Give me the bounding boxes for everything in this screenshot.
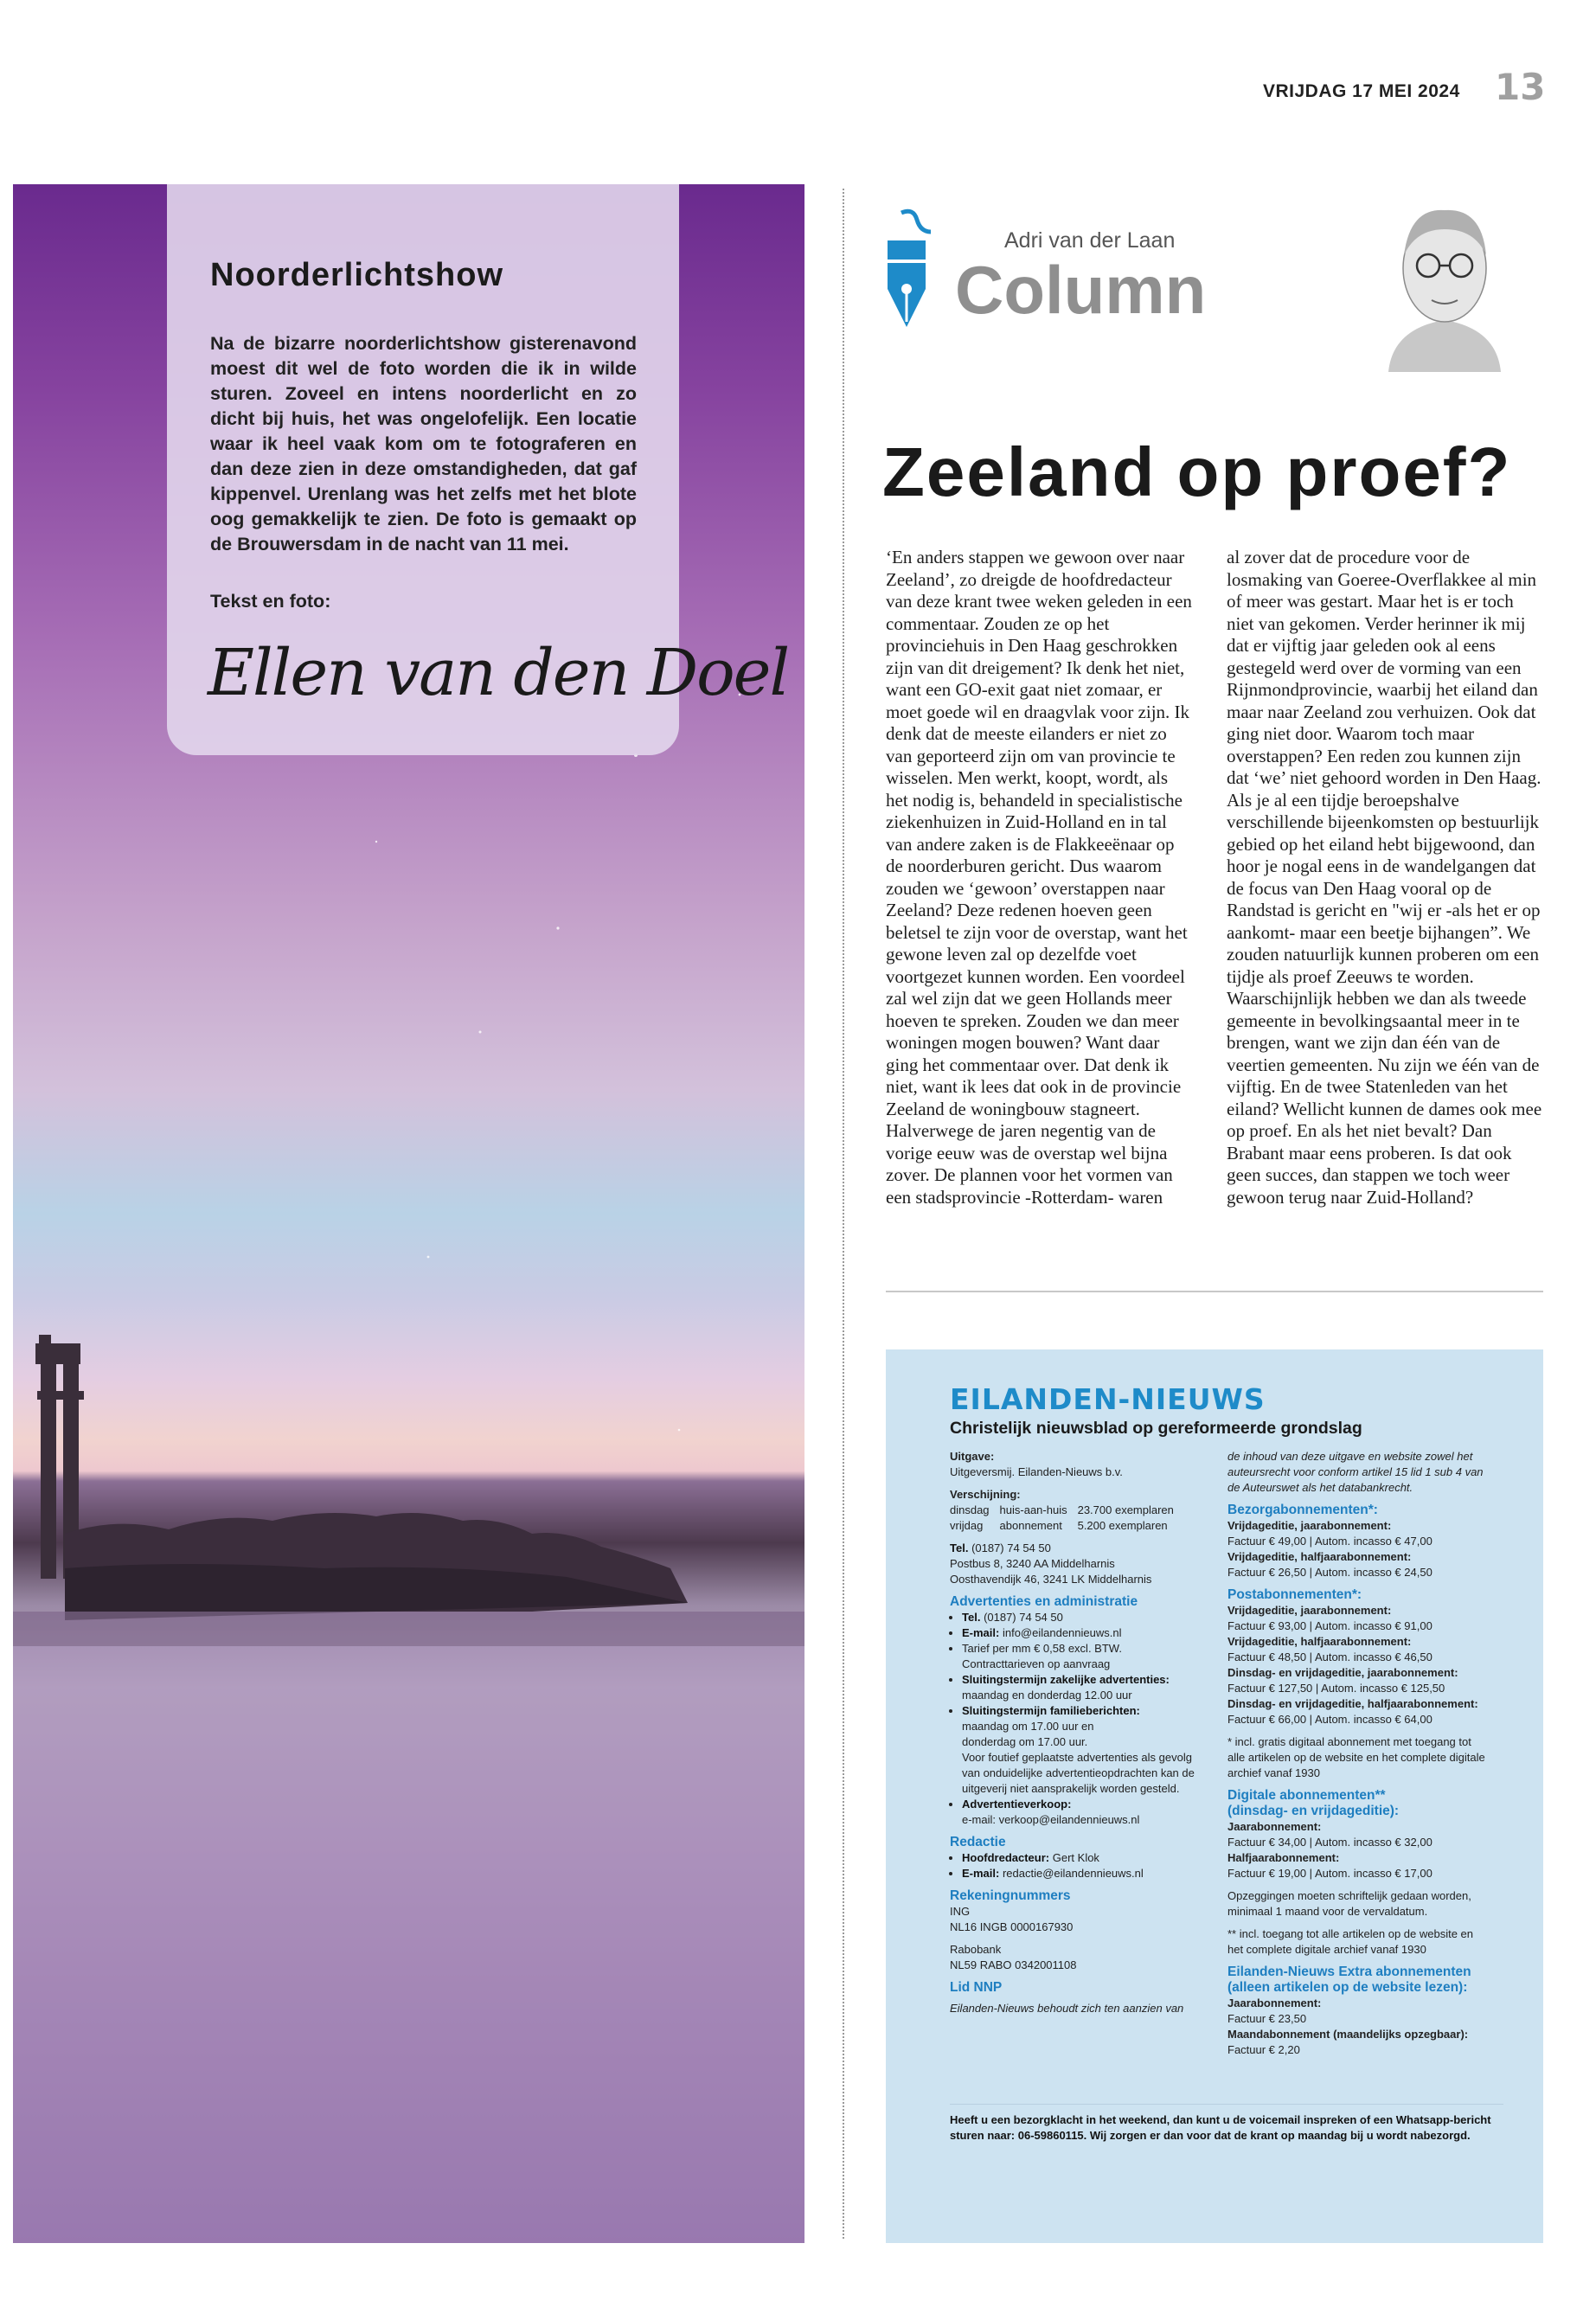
ing: ING	[950, 1905, 971, 1918]
foutief: Voor foutief geplaatste advertenties als gevolg van onduidelijke advertentieopdrachten kan de uitgeverij niet aansprakelijk worden gesteld.	[962, 1751, 1195, 1795]
post-dvh: Factuur € 66,00 | Autom. incasso € 64,00	[1227, 1713, 1433, 1726]
uitgave-label: Uitgave:	[950, 1450, 995, 1463]
author-portrait	[1371, 186, 1518, 372]
bezorg-vh: Factuur € 26,50 | Autom. incasso € 24,50	[1227, 1566, 1433, 1579]
article-body-col2: al zover dat de procedure voor de losmaking van Goeree-Overflakkee al min of meer was gestart. Maar het is er toch niet van gekomen. Verder herinner ik mij dat er vijftig jaar geleden ook al eens gestegeld werd over de vorming van een Rijnmondprovincie, waarbij het eiland dan maar naar Zeeland zou verhuizen. Ook dat ging niet door. Waarom toch maar overstappen? Een reden zou kunnen zijn dat ‘we’ niet gehoord worden in Den Haag. Als je al een tijdje beroepshalve verschillende bijeenkomsten op bestuurlijk gebied op het eiland hebt bijgewoond, dan hoor je nogal eens in de wandelgangen dat de focus van Den Haag vooral op de Randstad is gericht en "wij er -als het er op aankomt- maar een beetje bijhangen”. We zouden natuurlijk kunnen proberen om een tijdje als proef Zeeuws te worden. Waarschijnlijk hebben we dan als tweede gemeente in bevolkingsaantal meer in te brengen, want we zijn dan één van de veertien gemeenten. Nu zijn we één van de vijftig. En de twee Statenleden van het eiland? Wellicht kunnen de dames ook mee op proef. En als het niet bevalt? Dan Brabant maar eens proberen. Is dat ook geen succes, dan stappen we toch weer gewoon terug naar Zuid-Holland?	[1227, 547, 1542, 1208]
dv-half: Dinsdag- en vrijdageditie, halfjaarabonnement:	[1227, 1697, 1478, 1710]
bezorg-heading: Bezorgabonnementen*:	[1227, 1503, 1378, 1517]
photographer-signature: Ellen van den Doel	[208, 636, 789, 710]
rabo-nr: NL59 RABO 0342001108	[950, 1958, 1077, 1971]
opzeg: Opzeggingen moeten schriftelijk gedaan worden, minimaal 1 maand voor de vervaldatum.	[1227, 1889, 1471, 1918]
colophon-left	[950, 1449, 1201, 2016]
newspaper-subtitle: Christelijk nieuwsblad op gereformeerde grondslag	[950, 1419, 1362, 1438]
post-dvj: Factuur € 127,50 | Autom. incasso € 125,50	[1227, 1682, 1445, 1695]
dig-heading: Digitale abonnementen**	[1227, 1788, 1386, 1803]
sluit-zak: maandag en donderdag 12.00 uur	[962, 1689, 1132, 1702]
dig-jaar: Jaarabonnement:	[1227, 1820, 1322, 1833]
rek-heading: Rekeningnummers	[950, 1888, 1071, 1903]
dig-half: Halfjaarabonnement:	[1227, 1851, 1340, 1864]
verschijning-table	[950, 1503, 1184, 1534]
vrij-jaar: Vrijdageditie, jaarabonnement:	[1227, 1519, 1392, 1532]
caption-title: Noorderlichtshow	[210, 257, 504, 293]
ver-day: dinsdag	[950, 1503, 990, 1516]
dig-h: Factuur € 19,00 | Autom. incasso € 17,00	[1227, 1867, 1433, 1880]
hoofdred: Gert Klok	[1052, 1851, 1099, 1864]
verschijning-label: Verschijning:	[950, 1488, 1021, 1501]
article-body-col1: ‘En anders stappen we gewoon over naar Zeeland’, zo dreigde de hoofdredacteur van deze krant twee weken geleden in een commentaar. Zouden ze op het provinciehuis in Den Haag geschrokken zijn van dit dreigement? Ik denk het niet, want een GO-exit gaat niet zomaar, er moet goede wil en draagvlak voor zijn. Ik denk dat de meeste eilanders er niet zo van geporteerd zijn om van provincie te wisselen. Men werkt, koopt, wordt, als het nodig is, behandeld in specialistische ziekenhuizen in Zuid-Holland en in tal van andere zaken is de Flakkeeënaar op de noorderburen gericht. Dus waarom zouden we ‘gewoon’ overstappen naar Zeeland? Deze redenen hoeven geen beletsel te zijn voor de overstap, want het gewone leven zal op dezelfde voet voortgezet kunnen worden. Een voordeel zal wel zijn dat we geen Hollands meer hoeven te spreken. Zouden we dan meer woningen mogen bouwen? Want daar ging het commentaar over. Dat denk ik niet, want ik lees dat ook in de provincie Zeeland de woningbouw stagneert. Halverwege de jaren negentig van de vorige eeuw was de overstap wel bijna zover. De plannen voor het vormen van een stadsprovincie -Rotterdam- waren	[886, 547, 1192, 1208]
page-number: 13	[1495, 66, 1546, 108]
note1: * incl. gratis digitaal abonnement met toegang tot alle artikelen op de website en het complete digitale archief vanaf 1930	[1227, 1735, 1485, 1779]
newspaper-logo: EILANDEN-NIEUWS	[950, 1382, 1266, 1416]
ver-type: abonnement	[999, 1519, 1062, 1532]
column-author: Adri van der Laan	[1004, 228, 1176, 253]
stars-decoration	[267, 694, 741, 1535]
ver-count: 5.200 exemplaren	[1077, 1519, 1168, 1532]
article-headline: Zeeland op proef?	[882, 433, 1512, 510]
ing-nr: NL16 INGB 0000167930	[950, 1920, 1074, 1933]
dig-j: Factuur € 34,00 | Autom. incasso € 32,00	[1227, 1836, 1433, 1849]
extra-m: Factuur € 2,20	[1227, 2043, 1300, 2056]
red-email-label: E-mail:	[962, 1867, 1000, 1880]
post-vrij-half: Vrijdageditie, halfjaarabonnement:	[1227, 1635, 1412, 1648]
water-surface	[13, 1612, 804, 2243]
verkoop-email[interactable]: e-mail: verkoop@eilandennieuws.nl	[962, 1813, 1140, 1826]
colophon-right	[1227, 1449, 1487, 2058]
postbus: Postbus 8, 3240 AA Middelharnis	[950, 1557, 1115, 1570]
colophon-footer: Heeft u een bezorgklacht in het weekend, dan kunt u de voicemail inspreken of een Whatsapp-bericht sturen naar: 06-59860115. Wij zorgen er dan voor dat de krant op maandag bij u wordt nabezorgd.	[950, 2113, 1491, 2142]
redactie-heading: Redactie	[950, 1835, 1006, 1849]
sluit-fam-label: Sluitingstermijn familieberichten:	[962, 1704, 1140, 1717]
sluit-fam1: maandag om 17.00 uur en	[962, 1720, 1094, 1733]
caption-text: Na de bizarre noorderlichtshow gisterenavond moest dit wel de foto worden die ik in wilde sturen. Zoveel en intens noorderlicht en zo dicht bij huis, het was ongelofelijk. Een locatie waar ik heel vaak kom om te fotograferen en dan deze zien in deze omstandigheden, dat gaf kippenvel. Urenlang was het zelfs met het blote oog gemakkelijk te zien. De foto is gemaakt op de Brouwersdam in de nacht van 11 mei.	[210, 333, 637, 554]
hoofdred-label: Hoofdredacteur:	[962, 1851, 1050, 1864]
tel-number: (0187) 74 54 50	[971, 1541, 1051, 1554]
adv-tel-label: Tel.	[962, 1611, 981, 1624]
section-rule	[886, 1291, 1543, 1292]
sluit-fam2: donderdag om 17.00 uur.	[962, 1735, 1088, 1748]
sluit-zak-label: Sluitingstermijn zakelijke advertenties:	[962, 1673, 1170, 1686]
colophon-separator	[950, 2104, 1503, 2105]
extra-heading2: (alleen artikelen op de website lezen):	[1227, 1980, 1468, 1995]
extra-jaar: Jaarabonnement:	[1227, 1997, 1322, 2009]
ver-count: 23.700 exemplaren	[1077, 1503, 1174, 1516]
adv-heading: Advertenties en administratie	[950, 1594, 1138, 1609]
adv-email-label: E-mail:	[962, 1626, 1000, 1639]
verkoop-label: Advertentieverkoop:	[962, 1798, 1072, 1811]
nnp: Lid NNP	[950, 1980, 1003, 1995]
red-email-link[interactable]: redactie@eilandennieuws.nl	[1002, 1867, 1144, 1880]
caption-credit: Tekst en foto:	[210, 591, 331, 612]
dig-heading2: (dinsdag- en vrijdageditie):	[1227, 1804, 1400, 1818]
dv-jaar: Dinsdag- en vrijdageditie, jaarabonnement:	[1227, 1666, 1458, 1679]
adv-email-link[interactable]: info@eilandennieuws.nl	[1002, 1626, 1122, 1639]
tel-label: Tel.	[950, 1541, 969, 1554]
ver-type: huis-aan-huis	[999, 1503, 1067, 1516]
issue-date: VRIJDAG 17 MEI 2024	[1263, 81, 1460, 101]
vrij-half: Vrijdageditie, halfjaarabonnement:	[1227, 1550, 1412, 1563]
post-heading: Postabonnementen*:	[1227, 1587, 1362, 1602]
adv-tel: (0187) 74 54 50	[984, 1611, 1063, 1624]
post-vrij-jaar: Vrijdageditie, jaarabonnement:	[1227, 1604, 1392, 1617]
address: Oosthavendijk 46, 3241 LK Middelharnis	[950, 1573, 1152, 1586]
column-label: Column	[955, 252, 1207, 328]
water-reflection	[13, 1612, 804, 1646]
rechten1: Eilanden-Nieuws behoudt zich ten aanzien van	[950, 2002, 1184, 2015]
bezorg-vj: Factuur € 49,00 | Autom. incasso € 47,00	[1227, 1535, 1433, 1548]
rechten2: de inhoud van deze uitgave en website zowel het auteursrecht voor conform artikel 15 lid 1 sub 4 van de Auteurswet als het databankrecht.	[1227, 1450, 1484, 1494]
uitgave: Uitgeversmij. Eilanden-Nieuws b.v.	[950, 1465, 1123, 1478]
contract: Contracttarieven op aanvraag	[962, 1657, 1111, 1670]
fountain-pen-icon	[875, 206, 938, 336]
extra-j: Factuur € 23,50	[1227, 2012, 1307, 2025]
column-divider	[843, 189, 844, 2239]
extra-heading: Eilanden-Nieuws Extra abonnementen	[1227, 1965, 1471, 1979]
note2: ** incl. toegang tot alle artikelen op de website en het complete digitale archief vanaf 1930	[1227, 1927, 1474, 1956]
extra-maand: Maandabonnement (maandelijks opzegbaar):	[1227, 2028, 1469, 2041]
ver-day: vrijdag	[950, 1519, 984, 1532]
rabo: Rabobank	[950, 1943, 1002, 1956]
post-vh: Factuur € 48,50 | Autom. incasso € 46,50	[1227, 1650, 1433, 1663]
post-vj: Factuur € 93,00 | Autom. incasso € 91,00	[1227, 1619, 1433, 1632]
tarief: Tarief per mm € 0,58 excl. BTW.	[962, 1642, 1122, 1655]
